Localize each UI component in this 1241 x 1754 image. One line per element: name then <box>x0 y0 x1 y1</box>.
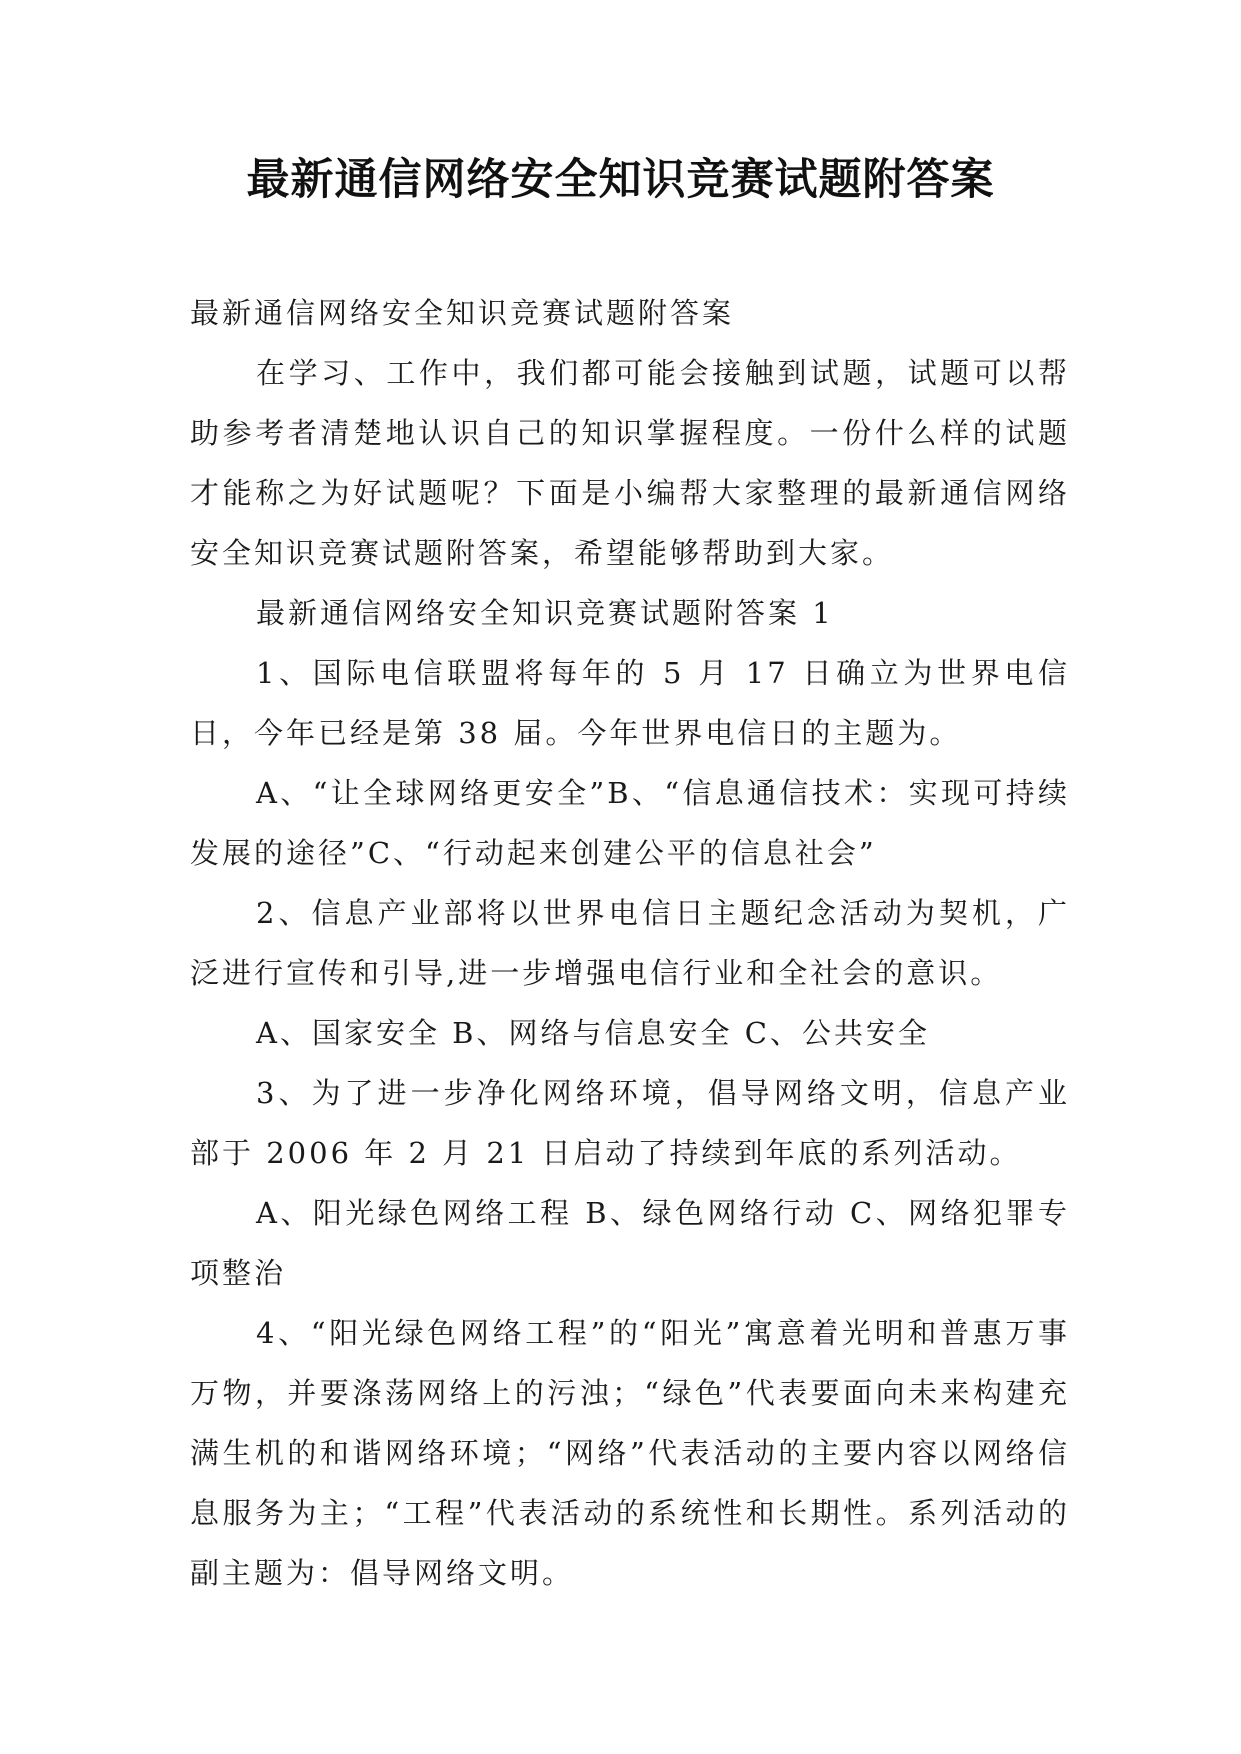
body-paragraph-intro: 在学习、工作中，我们都可能会接触到试题，试题可以帮助参考者清楚地认识自己的知识掌握程度。一份什么样的试题才能称之为好试题呢？下面是小编帮大家整理的最新通信网络安全知识竞赛试题附答案，希望能够帮助到大家。 <box>190 356 1070 570</box>
section-heading: 最新通信网络安全知识竞赛试题附答案 1 <box>256 596 834 630</box>
question-2: 2、信息产业部将以世界电信日主题纪念活动为契机，广泛进行宣传和引导,进一步增强电信行业和全社会的意识。 <box>190 896 1070 990</box>
question-2-options: A、国家安全 B、网络与信息安全 C、公共安全 <box>256 1016 930 1050</box>
question-1-options: A、“让全球网络更安全”B、“信息通信技术：实现可持续发展的途径”C、“行动起来创建公平的信息社会” <box>190 776 1070 870</box>
document-body <box>190 283 1070 1603</box>
question-4: 4、“阳光绿色网络工程”的“阳光”寓意着光明和普惠万事万物，并要涤荡网络上的污浊；“绿色”代表要面向未来构建充满生机的和谐网络环境；“网络”代表活动的主要内容以网络信息服务为主；“工程”代表活动的系统性和长期性。系列活动的副主题为：倡导网络文明。 <box>190 1316 1070 1590</box>
body-paragraph-subtitle: 最新通信网络安全知识竞赛试题附答案 <box>190 296 735 330</box>
question-1: 1、国际电信联盟将每年的 5 月 17 日确立为世界电信日，今年已经是第 38 届。今年世界电信日的主题为。 <box>190 656 1070 750</box>
question-3-options: A、阳光绿色网络工程 B、绿色网络行动 C、网络犯罪专项整治 <box>190 1196 1070 1290</box>
document-title: 最新通信网络安全知识竞赛试题附答案 <box>246 155 995 205</box>
question-3: 3、为了进一步净化网络环境，倡导网络文明，信息产业部于 2006 年 2 月 21 日启动了持续到年底的系列活动。 <box>190 1076 1070 1170</box>
